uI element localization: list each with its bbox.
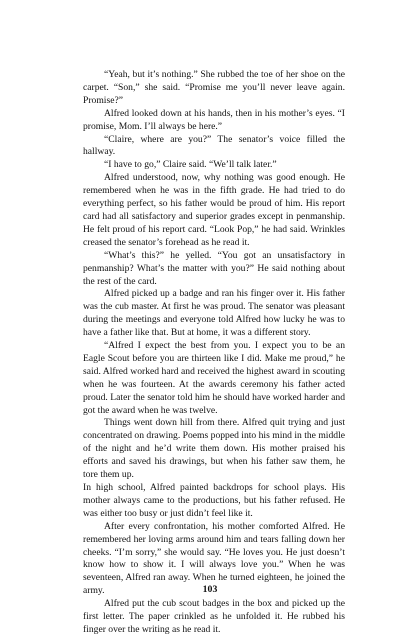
paragraph-2: Alfred looked down at his hands, then in his mother’s eyes. “I promise, Mom. I’ll always be here.” [83, 107, 345, 132]
paragraph-9: Things went down hill from there. Alfred quit trying and just concentrated on drawing. Poems popped into his mind in the middle of the night and he’d write them down. His mother praised his efforts and saved his drawings, but when his father saw them, he tore them up. [83, 417, 345, 481]
paragraph-3: “Claire, where are you?” The senator’s voice filled the hallway. [83, 133, 345, 158]
paragraph-1: “Yeah, but it’s nothing.” She rubbed the toe of her shoe on the carpet. “Son,” she said. “Promise me you’ll never leave again. Promise?” [83, 69, 345, 106]
paragraph-6: “What’s this?” he yelled. “You got an unsatisfactory in penmanship? What’s the matter with you?” He said nothing about the rest of the card. [83, 249, 345, 287]
paragraph-8: “Alfred I expect the best from you. I expect you to be an Eagle Scout before you are thirteen like I did. Make me proud,” he said. Alfred worked hard and received the highest award in scouting when he was fourteen. At the awards ceremony his father acted proud. Later the senator told him he should have worked harder and got the award when he was twelve. [83, 340, 345, 416]
paragraph-11: After every confrontation, his mother comforted Alfred. He remembered her loving arms around him and tears falling down her cheeks. “I’m sorry,” she would say. “He loves you. He just doesn’t know how to show it. I will always love you.” When he was seventeen, Alfred ran away. When he turned eighteen, he joined the army. [83, 520, 345, 597]
paragraph-7: Alfred picked up a badge and ran his finger over it. His father was the cub master. At first he was proud. The senator was pleasant during the meetings and everyone told Alfred how lucky he was to have a father like that. But at home, it was a different story. [83, 288, 345, 339]
page-body [83, 69, 345, 637]
paragraph-10: In high school, Alfred painted backdrops for school plays. His mother always came to the productions, but his father refused. He was either too busy or just didn’t feel like it. [83, 482, 345, 519]
paragraph-12: Alfred put the cub scout badges in the box and picked up the first letter. The paper crinkled as he unfolded it. He rubbed his finger over the writing as he read it. [83, 598, 345, 635]
page-number: 103 [202, 584, 218, 595]
paragraph-5: Alfred understood, now, why nothing was good enough. He remembered when he was in the fifth grade. He had tried to do everything perfect, so his father would be proud of him. His report card had all satisfactory and superior grades except in penmanship. He felt proud of his report card. “Look Pop,” he had said. Wrinkles creased the senator’s forehead as he read it. [83, 172, 345, 248]
paragraph-4: “I have to go,” Claire said. “We’ll talk later.” [104, 159, 277, 171]
